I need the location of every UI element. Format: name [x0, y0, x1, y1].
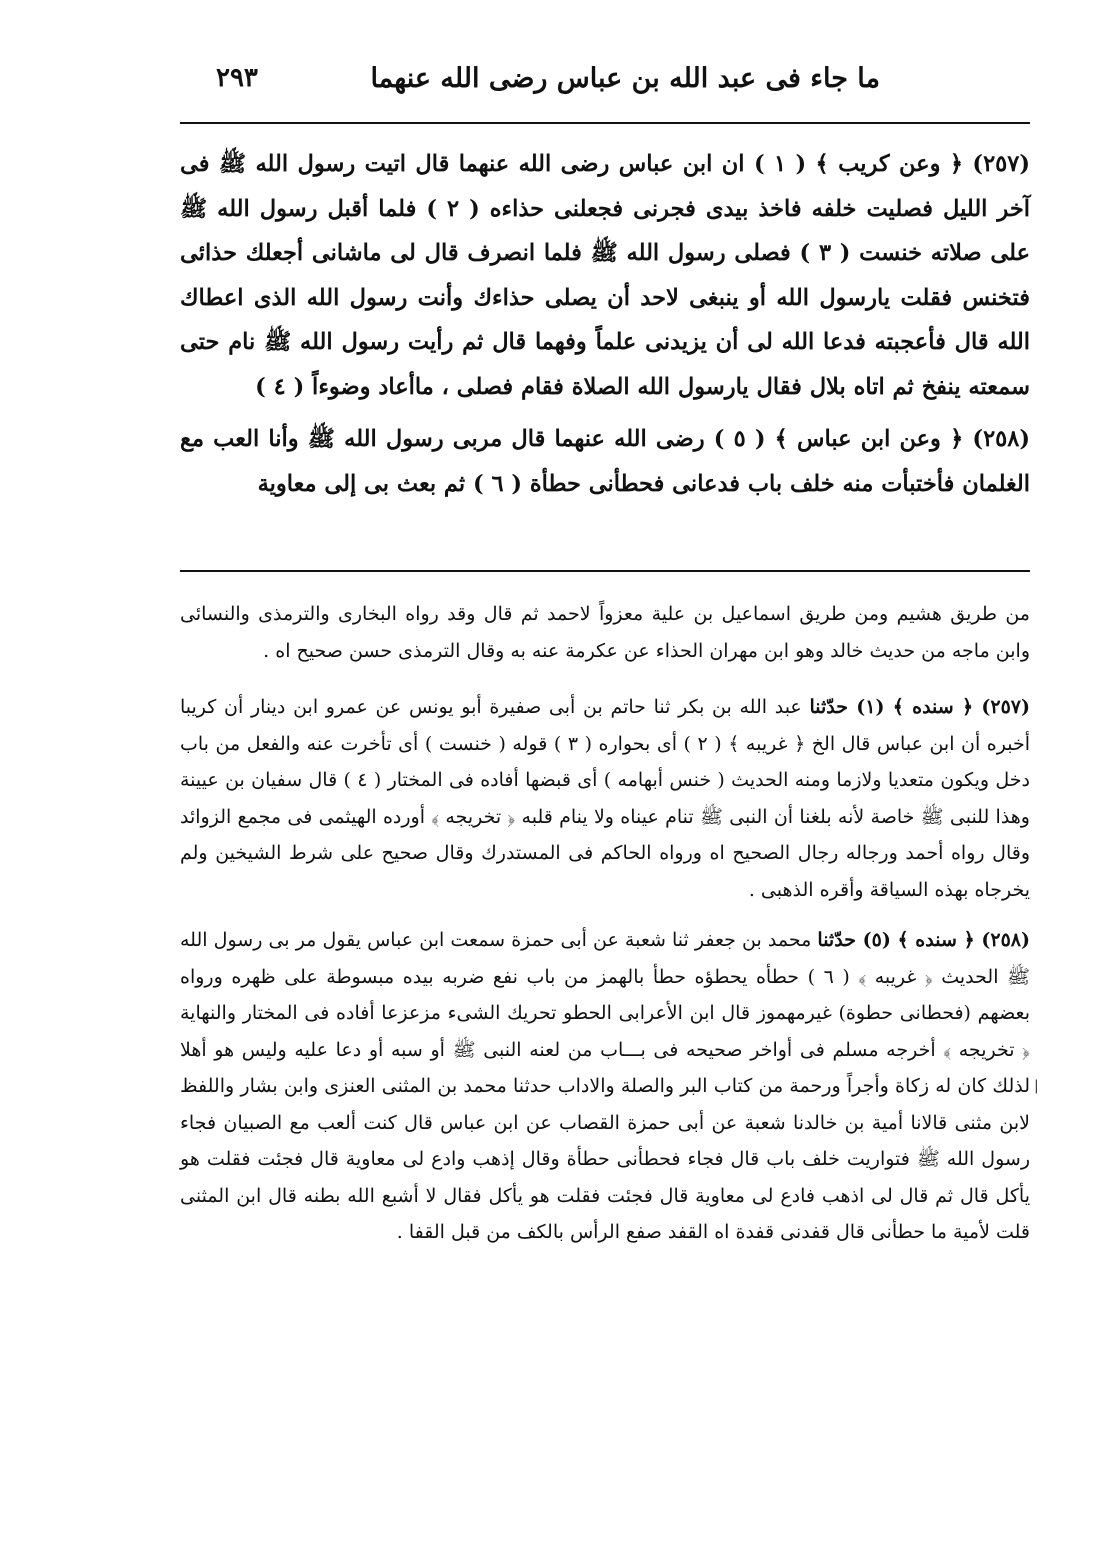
footnote-257-label: (٢٥٧) ﴿ سنده ﴾ (١) حدّثنا: [809, 696, 1030, 718]
main-hadith-text: [180, 142, 1030, 506]
running-title: ما جاء فى عبد الله بن عباس رضى الله عنهما: [370, 62, 880, 94]
page-number: ٢٩٣: [216, 63, 258, 93]
margin-mark: |: [1034, 1078, 1039, 1094]
footnote-258-label: (٢٥٨) ﴿ سنده ﴾ (٥) حدّثنا: [817, 929, 1030, 951]
page-header: [180, 48, 1030, 108]
footnotes: [180, 596, 1030, 1265]
footnote-carry-over: من طريق هشيم ومن طريق اسماعيل بن علية معزواً لاحمد ثم قال وقد رواه البخارى والترمذى والنسائى وابن ماجه من حديث خالد وهو ابن مهران الحذاء عن عكرمة عنه به وقال الترمذى حسن صحيح اه .: [180, 603, 1030, 662]
header-rule: [180, 122, 1030, 124]
hadith-258: (٢٥٨) ﴿ وعن ابن عباس ﴾ ( ٥ ) رضى الله عنهما قال مربى رسول الله ﷺ وأنا العب مع الغلمان فأختبأت منه خلف باب فدعانى فحطأنى حطأة ( ٦ ) ثم بعث بى إلى معاوية: [180, 426, 1030, 497]
footnote-257-body: عبد الله بن بكر ثنا حاتم بن أبى صفيرة أبو يونس عن عمرو ابن دينار أن كريبا أخبره أن ابن عباس قال الخ ﴿ غريبه ﴾ ( ٢ ) أى بحواره ( ٣ ) قوله ( خنست ) أى تأخرت عنه والفعل من باب دخل ويكون متعديا ولازما ومنه الحديث ( خنس أبهامه ) أى قبضها أفاده فى المختار ( ٤ ) قال سفيان بن عيينة وهذا للنبى ﷺ خاصة لأنه بلغنا أن النبى ﷺ تنام عيناه ولا ينام قلبه ﴿ تخريجه ﴾ أورده الهيثمى فى مجمع الزوائد وقال رواه أحمد ورجاله رجال الصحيح اه ورواه الحاكم فى المستدرك وقال صحيح على شرط الشيخين ولم يخرجاه بهذه السياقة وأقره الذهبى .: [180, 696, 1031, 901]
footnote-257: [180, 689, 1030, 908]
footnote-258-body: محمد بن جعفر ثنا شعبة عن أبى حمزة سمعت ابن عباس يقول مر بى رسول الله ﷺ الحديث ﴿ غريبه ﴾ ( ٦ ) حطأه يحطؤه حطأ بالهمز من باب نفع ضربه بيده مبسوطة على ظهره ورواه بعضهم (فحطانى حطوة) غيرمهموز قال ابن الأعرابى الحطو تحريك الشىء مزعزعا أفاده فى المختار والنهاية ﴿ تخريجه ﴾ أخرجه مسلم فى أواخر صحيحه فى بـــاب من لعنه النبى ﷺ أو سبه أو دعا عليه وليس هو أهلا لذلك كان له زكاة وأجراً ورحمة من كتاب البر والصلة والاداب حدثنا محمد بن المثنى العنزى وابن بشار واللفظ لابن مثنى قالانا أمية بن خالدنا شعبة عن أبى حمزة القصاب عن ابن عباس قال كنت ألعب مع الصبيان فجاء رسول الله ﷺ فتواريت خلف باب قال فجاء فحطأنى حطأة وقال إذهب وادع لى معاوية قال فجئت فقلت هو يأكل قال ثم قال لى اذهب فادع لى معاوية قال فجئت فقلت هو يأكل فقال لا أشبع الله بطنه قال ابن المثنى قلت لأمية ما حطأنى قال قفدنى قفدة اه القفد صفع الرأس بالكف من قبل القفا .: [180, 929, 1030, 1243]
footnote-258: [180, 922, 1030, 1251]
hadith-257: (٢٥٧) ﴿ وعن كريب ﴾ ( ١ ) ان ابن عباس رضى الله عنهما قال اتيت رسول الله ﷺ فى آخر الليل فصليت خلفه فاخذ بيدى فجرنى فجعلنى حذاءه ( ٢ ) فلما أقبل رسول الله ﷺ على صلاته خنست ( ٣ ) فصلى رسول الله ﷺ فلما انصرف قال لى ماشانى أجعلك حذائى فتخنس فقلت يارسول الله أو ينبغى لاحد أن يصلى حذاءك وأنت رسول الله الذى اعطاك الله قال فأعجبته فدعا الله لى أن يزيدنى علماً وفهما قال ثم رأيت رسول الله ﷺ نام حتى سمعته ينفخ ثم اتاه بلال فقال يارسول الله الصلاة فقام فصلى ، ماأعاد وضوءاً ( ٤ ): [180, 151, 1031, 400]
footnote-separator-rule: [180, 570, 1030, 572]
